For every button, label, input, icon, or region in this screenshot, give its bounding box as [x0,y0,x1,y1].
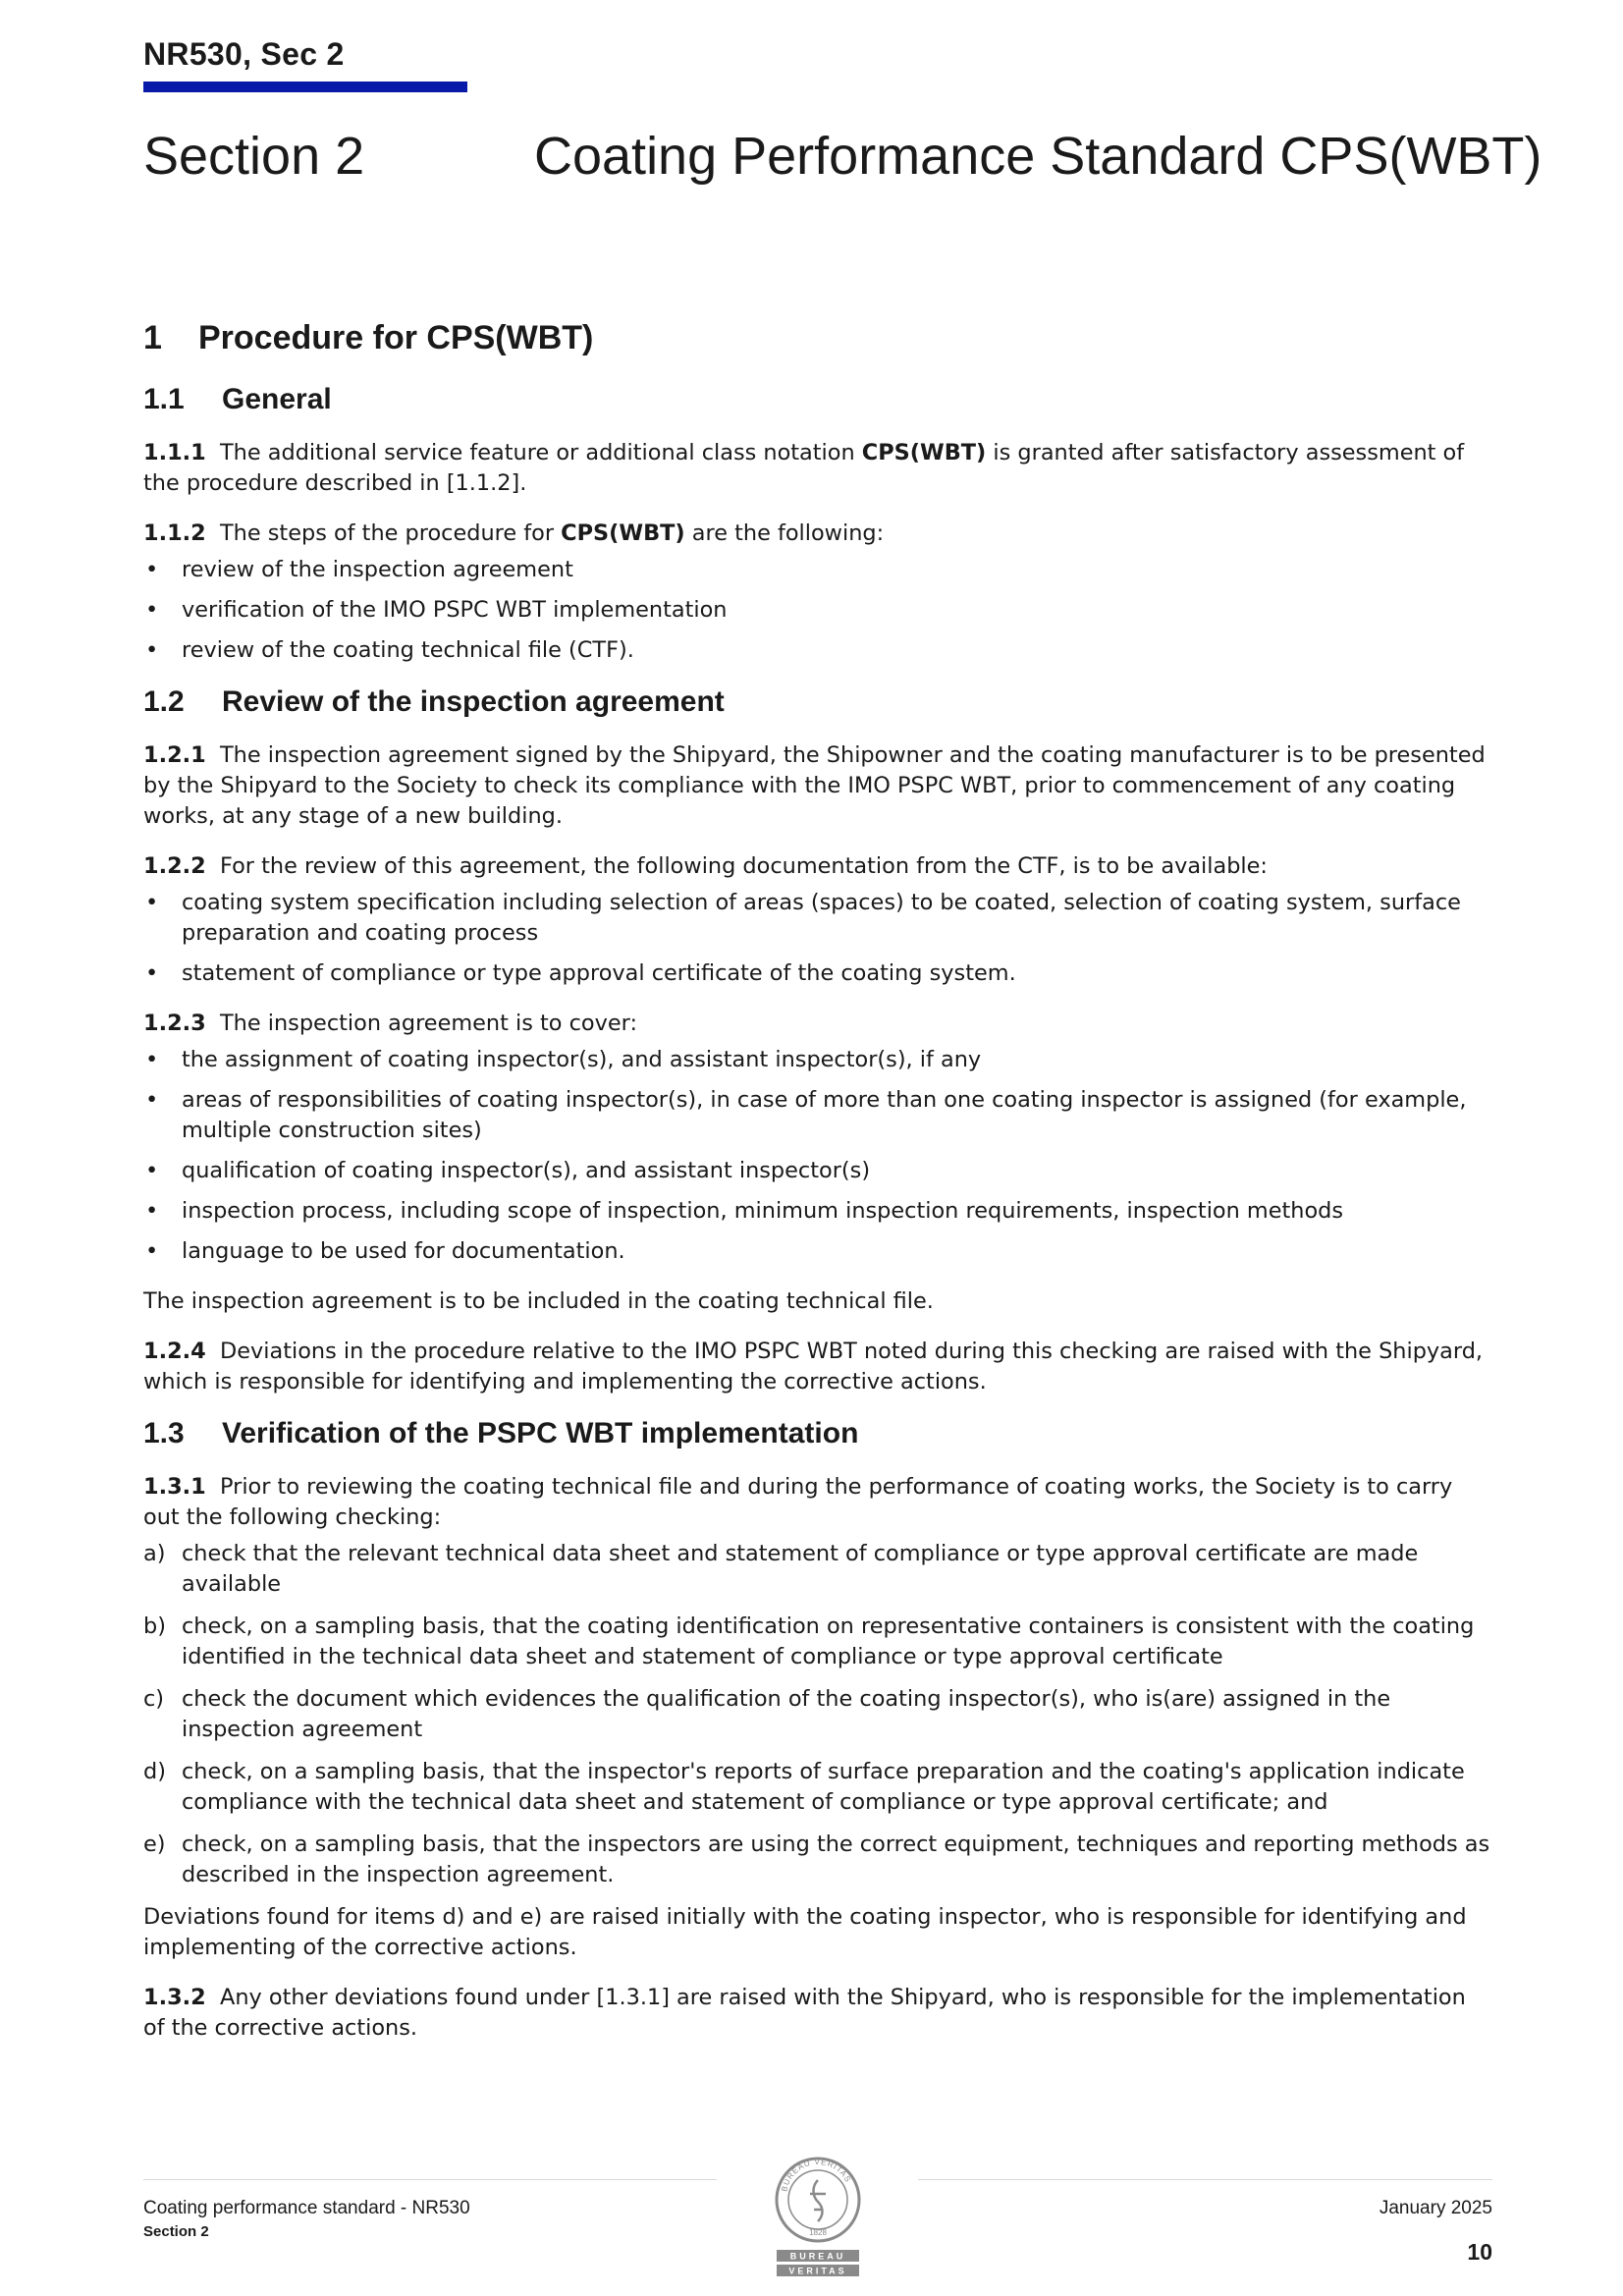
list-item-text: check, on a sampling basis, that the coating identification on representative containers is consistent with the coating identified in the technical data sheet and statement of compliance or type approval certificate [182,1613,1475,1669]
list-item-text: statement of compliance or type approval certificate of the coating system. [182,960,1016,986]
list-item-text: check the document which evidences the qualification of the coating inspector(s), who is(are) assigned in the inspection agreement [182,1686,1391,1742]
para-1-2-3-after: The inspection agreement is to be included in the coating technical file. [143,1288,934,1314]
list-item [143,1539,1492,1600]
list-item: • review of the inspection agreement [145,557,573,582]
bureau-veritas-logo [769,2151,867,2280]
para-1-2-1 [143,740,1492,832]
para-1-1-2 [143,519,1492,549]
heading-1-3 [143,1417,1492,1450]
footer-section: Section 2 [143,2223,209,2240]
para-1-3-1-after: Deviations found for items d) and e) are raised initially with the coating inspector, who is responsible for identifying and implementing of the corrective actions. [143,1904,1467,1960]
heading-1-2 [143,685,1492,719]
list-item-text: check that the relevant technical data sheet and statement of compliance or type approval certificate are made available [182,1541,1419,1597]
para-num: 1.2.4 [143,1339,206,1364]
bullet-list-1-1-2 [143,555,1492,666]
para-num: 1.1.1 [143,440,206,465]
heading-1-1-num: 1.1 [143,383,185,415]
list-item-text: check, on a sampling basis, that the inspectors are using the correct equipment, techniques and reporting methods as described in the inspection agreement. [182,1831,1490,1887]
para-num: 1.3.2 [143,1985,206,2010]
para-num: 1.2.1 [143,742,206,768]
list-item: • coating system specification including selection of areas (spaces) to be coated, selection of coating system, surface preparation and coating process [145,890,1461,946]
logo-word-bureau: BUREAU [789,2251,846,2262]
para-num: 1.3.1 [143,1474,206,1500]
list-marker: a) [143,1541,166,1566]
list-item-text: qualification of coating inspector(s), and assistant inspector(s) [182,1158,871,1183]
para-1-3-2 [143,1983,1492,2044]
list-item [143,1830,1492,1890]
heading-1-1-title: General [222,383,332,415]
para-text: The additional service feature or additional class notation [220,440,862,465]
list-marker: b) [143,1613,166,1639]
heading-1-1 [143,383,1492,416]
para-text: Any other deviations found under [1.3.1] are raised with the Shipyard, who is responsible for the implementation of the corrective actions. [143,1985,1466,2041]
list-item: • review of the coating technical file (CTF). [145,637,634,663]
list-item [143,1757,1492,1818]
para-text: are the following: [684,520,885,546]
list-item-text: the assignment of coating inspector(s), and assistant inspector(s), if any [182,1047,982,1072]
para-num: 1.2.2 [143,853,206,879]
list-item-text: coating system specification including selection of areas (spaces) to be coated, selection of coating system, surface preparation and coating process [182,890,1461,946]
section-title: Coating Performance Standard CPS(WBT) [534,127,1542,186]
bullet-list-1-2-2 [143,888,1492,989]
list-item: • inspection process, including scope of inspection, minimum inspection requirements, inspection methods [145,1198,1344,1224]
list-item: • statement of compliance or type approval certificate of the coating system. [145,960,1016,986]
heading-1-num: 1 [143,319,162,356]
para-text: Prior to reviewing the coating technical file and during the performance of coating works, the Society is to carry out the following checking: [143,1474,1453,1530]
list-item: • language to be used for documentation. [145,1238,625,1264]
list-item: • verification of the IMO PSPC WBT implementation [145,597,728,623]
list-item-text: areas of responsibilities of coating inspector(s), in case of more than one coating inspector is assigned (for example, multiple construction sites) [182,1087,1467,1143]
heading-1-2-title: Review of the inspection agreement [222,685,725,718]
para-text: For the review of this agreement, the following documentation from the CTF, is to be available: [220,853,1268,879]
list-item [143,1612,1492,1672]
footer-date: January 2025 [1379,2198,1492,2218]
para-text: The inspection agreement signed by the Shipyard, the Shipowner and the coating manufacturer is to be presented by the Shipyard to the Society to check its compliance with the IMO PSPC WBT, prior to commencement of any coating works, at any stage of a new building. [143,742,1486,829]
list-marker: d) [143,1759,166,1784]
list-item-text: inspection process, including scope of inspection, minimum inspection requirements, inspection methods [182,1198,1344,1224]
para-1-3-1 [143,1472,1492,1533]
section-number: Section 2 [143,127,365,186]
header-bar [143,82,467,92]
list-item-text: verification of the IMO PSPC WBT implementation [182,597,728,623]
para-1-2-3 [143,1009,1492,1039]
logo-arc-text: BUREAU VERITAS [780,2157,853,2193]
notation-bold: CPS(WBT) [861,440,987,465]
header-doc-ref: NR530, Sec 2 [143,36,345,72]
list-item-text: language to be used for documentation. [182,1238,625,1264]
list-item: • the assignment of coating inspector(s), and assistant inspector(s), if any [145,1047,982,1072]
para-1-2-4 [143,1337,1492,1397]
para-num: 1.1.2 [143,520,206,546]
list-item-text: review of the inspection agreement [182,557,573,582]
content [143,319,1492,2063]
para-1-2-2 [143,851,1492,882]
list-marker: c) [143,1686,165,1712]
list-item-text: check, on a sampling basis, that the inspector's reports of surface preparation and the coating's application indicate compliance with the technical data sheet and statement of compliance or type approval certificate; and [182,1759,1465,1815]
para-num: 1.2.3 [143,1011,206,1036]
list-marker: e) [143,1831,166,1857]
logo-year: 1828 [809,2228,827,2237]
list-item [143,1684,1492,1745]
page-number: 10 [1467,2239,1492,2265]
footer-doc-title: Coating performance standard - NR530 [143,2198,470,2218]
para-text: Deviations in the procedure relative to the IMO PSPC WBT noted during this checking are raised with the Shipyard, which is responsible for identifying and implementing the corrective actions. [143,1339,1484,1394]
heading-1-title: Procedure for CPS(WBT) [198,319,594,356]
logo-word-veritas: VERITAS [788,2266,847,2276]
notation-bold: CPS(WBT) [561,520,685,546]
list-item-text: review of the coating technical file (CTF). [182,637,634,663]
para-1-1-1 [143,438,1492,499]
list-item: • qualification of coating inspector(s), and assistant inspector(s) [145,1158,871,1183]
para-text: The steps of the procedure for [220,520,562,546]
footer-rule-right [918,2179,1492,2180]
para-text: is granted after satisfactory assessment of the procedure described in [1.1.2]. [143,440,1465,496]
heading-1-3-title: Verification of the PSPC WBT implementation [222,1417,859,1449]
heading-1 [143,319,1492,357]
list-item: • areas of responsibilities of coating inspector(s), in case of more than one coating inspector is assigned (for example, multiple construction sites) [145,1087,1467,1143]
alpha-list-1-3-1 [143,1539,1492,1890]
para-text: The inspection agreement is to cover: [220,1011,638,1036]
heading-1-2-num: 1.2 [143,685,185,718]
footer-rule-left [143,2179,717,2180]
heading-1-3-num: 1.3 [143,1417,185,1449]
bullet-list-1-2-3 [143,1045,1492,1267]
